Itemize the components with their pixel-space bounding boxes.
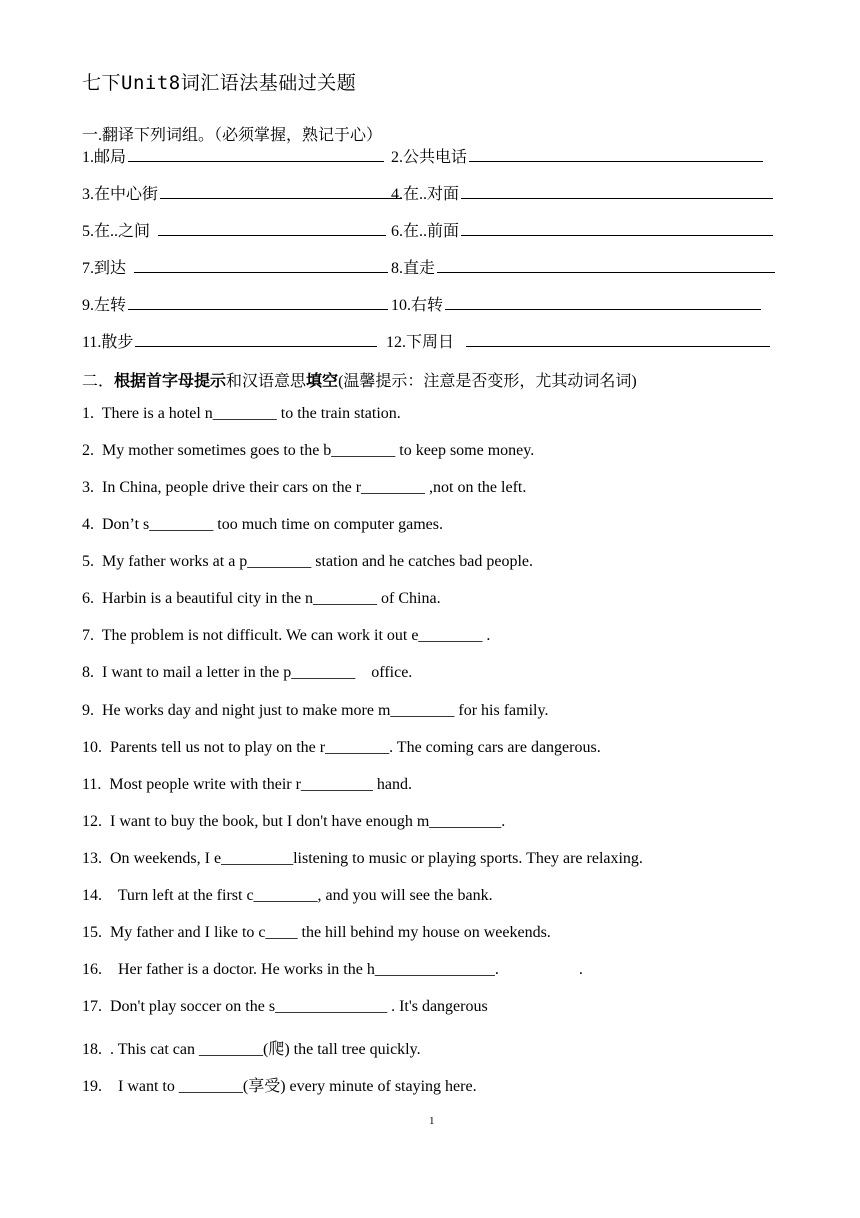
question-13: 13. On weekends, I e_________listening to music or playing sports. They are relaxing. xyxy=(82,850,643,867)
answer-blank[interactable] xyxy=(128,147,384,162)
answer-blank[interactable] xyxy=(135,332,377,347)
answer-blank[interactable] xyxy=(469,147,763,162)
answer-blank[interactable] xyxy=(461,184,773,199)
question-12: 12. I want to buy the book, but I don't have enough m_________. xyxy=(82,813,506,830)
vocab-item: 10.右转 xyxy=(391,292,761,315)
answer-blank[interactable] xyxy=(134,258,388,273)
vocab-item: 5.在..之间 xyxy=(82,218,386,241)
section2-heading: 二．根据首字母提示和汉语意思填空(温馨提示：注意是否变形，尤其动词名词) xyxy=(82,373,637,390)
answer-blank[interactable] xyxy=(461,221,773,236)
answer-blank[interactable] xyxy=(445,295,761,310)
question-17: 17. Don't play soccer on the s______________ . It's dangerous xyxy=(82,998,488,1015)
vocab-item: 9.左转 xyxy=(82,292,388,315)
question-18: 18. . This cat can ________(爬) the tall tree quickly. xyxy=(82,1041,421,1058)
question-3: 3. In China, people drive their cars on the r________ ,not on the left. xyxy=(82,479,527,496)
question-4: 4. Don’t s________ too much time on computer games. xyxy=(82,516,443,533)
question-11: 11. Most people write with their r_________ hand. xyxy=(82,776,413,793)
answer-blank[interactable] xyxy=(128,295,388,310)
vocab-item: 8.直走 xyxy=(391,255,775,278)
page-number: 1 xyxy=(429,1115,435,1127)
question-15: 15. My father and I like to c____ the hill behind my house on weekends. xyxy=(82,924,551,941)
question-14: 14. Turn left at the first c________, and you will see the bank. xyxy=(82,887,493,904)
vocab-item: 12.下周日 xyxy=(386,329,770,352)
vocab-item: 4.在..对面 xyxy=(391,181,773,204)
question-5: 5. My father works at a p________ station and he catches bad people. xyxy=(82,553,533,570)
question-2: 2. My mother sometimes goes to the b________ to keep some money. xyxy=(82,442,535,459)
section1-heading: 一.翻译下列词组。（必须掌握，熟记于心） xyxy=(82,127,383,144)
answer-blank[interactable] xyxy=(158,221,386,236)
vocab-item: 2.公共电话 xyxy=(391,144,763,167)
question-16: 16. Her father is a doctor. He works in the h_______________. . xyxy=(82,961,583,978)
question-9: 9. He works day and night just to make more m________ for his family. xyxy=(82,702,549,719)
vocab-item: 11.散步 xyxy=(82,329,377,352)
question-19: 19. I want to ________(享受) every minute of staying here. xyxy=(82,1078,477,1095)
question-6: 6. Harbin is a beautiful city in the n________ of China. xyxy=(82,590,441,607)
answer-blank[interactable] xyxy=(160,184,402,199)
vocab-item: 6.在..前面 xyxy=(391,218,773,241)
page-title: 七下Unit8词汇语法基础过关题 xyxy=(82,72,357,94)
answer-blank[interactable] xyxy=(437,258,775,273)
vocab-item: 3.在中心街 xyxy=(82,181,402,204)
vocab-item: 7.到达 xyxy=(82,255,388,278)
question-10: 10. Parents tell us not to play on the r________. The coming cars are dangerous. xyxy=(82,739,601,756)
question-7: 7. The problem is not difficult. We can work it out e________ . xyxy=(82,627,491,644)
question-1: 1. There is a hotel n________ to the train station. xyxy=(82,405,401,422)
question-8: 8. I want to mail a letter in the p________ office. xyxy=(82,664,413,681)
vocab-item: 1.邮局 xyxy=(82,144,384,167)
answer-blank[interactable] xyxy=(466,332,770,347)
